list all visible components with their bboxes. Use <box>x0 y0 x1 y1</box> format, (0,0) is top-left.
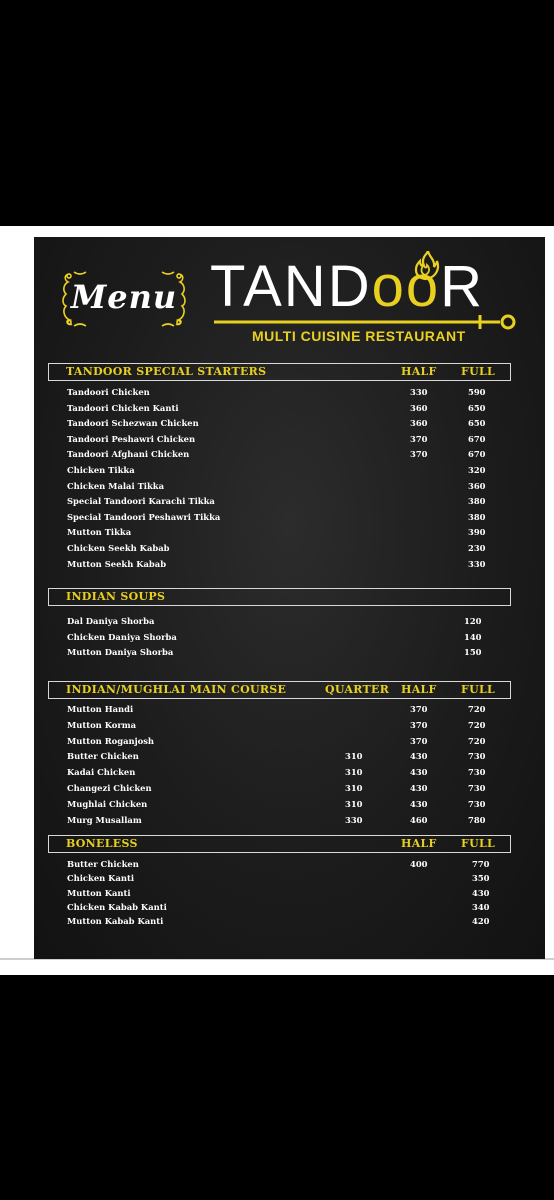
menu-item-row <box>67 525 507 539</box>
price-full: 770 <box>472 859 490 869</box>
price-price: 120 <box>464 616 482 626</box>
item-name: Chicken Seekh Kabab <box>67 543 170 553</box>
menu-item-row <box>67 813 507 827</box>
section-header-main-course <box>48 681 511 699</box>
item-name: Tandoori Peshawri Chicken <box>67 433 196 444</box>
price-full: 430 <box>472 887 490 898</box>
logo-header <box>34 237 545 352</box>
item-name: Changezi Chicken <box>67 783 152 793</box>
price-quarter: 310 <box>345 767 363 778</box>
price-full: 670 <box>468 433 486 444</box>
item-name: Mutton Tikka <box>67 527 132 538</box>
price-half: 360 <box>410 418 428 429</box>
item-name: Mutton Roganjosh <box>67 735 155 746</box>
item-name: Chicken Kabab Kanti <box>67 901 167 912</box>
menu-card <box>34 237 545 959</box>
price-full: 720 <box>468 704 486 714</box>
section-header-starters <box>48 363 511 381</box>
menu-item-row <box>67 797 507 811</box>
item-name: Tandoori Schezwan Chicken <box>67 418 199 429</box>
price-half: 460 <box>410 814 428 825</box>
item-name: Butter Chicken <box>67 859 139 869</box>
menu-item-row <box>67 900 507 914</box>
price-half: 370 <box>410 719 428 730</box>
price-full: 730 <box>468 767 486 778</box>
column-half-label: HALF <box>401 837 437 850</box>
section-title: BONELESS <box>66 837 138 850</box>
menu-item-row <box>67 401 507 415</box>
price-full: 230 <box>468 543 486 553</box>
price-half: 360 <box>410 402 428 413</box>
price-price: 150 <box>464 647 482 658</box>
price-quarter: 310 <box>345 798 363 809</box>
price-full: 730 <box>468 783 486 793</box>
menu-item-row <box>67 871 507 885</box>
item-name: Butter Chicken <box>67 751 139 762</box>
flame-icon <box>408 251 442 281</box>
column-full-label: FULL <box>461 837 496 850</box>
menu-item-row <box>67 614 507 628</box>
menu-item-row <box>67 718 507 732</box>
price-half: 370 <box>410 704 428 714</box>
price-half: 370 <box>410 449 428 460</box>
price-full: 720 <box>468 719 486 730</box>
price-half: 370 <box>410 735 428 746</box>
item-name: Chicken Malai Tikka <box>67 480 165 491</box>
menu-item-row <box>67 781 507 795</box>
item-name: Tandoori Chicken Kanti <box>67 402 179 413</box>
price-full: 730 <box>468 798 486 809</box>
price-full: 360 <box>468 480 486 491</box>
menu-item-row <box>67 645 507 659</box>
brand-oo: oo <box>371 254 441 319</box>
menu-item-row <box>67 630 507 644</box>
price-full: 650 <box>468 402 486 413</box>
item-name: Tandoori Afghani Chicken <box>67 449 190 460</box>
item-name: Mutton Kanti <box>67 887 131 898</box>
price-quarter: 330 <box>345 814 363 825</box>
column-half-label: HALF <box>401 365 437 378</box>
price-full: 350 <box>472 873 490 884</box>
price-half: 430 <box>410 751 428 762</box>
menu-item-row <box>67 510 507 524</box>
restaurant-subtitle: MULTI CUISINE RESTAURANT <box>252 328 466 344</box>
column-full-label: FULL <box>461 683 496 696</box>
price-full: 380 <box>468 511 486 522</box>
price-full: 670 <box>468 449 486 460</box>
price-half: 430 <box>410 798 428 809</box>
menu-item-row <box>67 765 507 779</box>
price-full: 720 <box>468 735 486 746</box>
price-full: 730 <box>468 751 486 762</box>
brand-prefix: TAND <box>210 254 372 319</box>
column-quarter-label: QUARTER <box>325 683 390 696</box>
brand-name <box>210 255 484 319</box>
price-half: 370 <box>410 433 428 444</box>
item-name: Mughlai Chicken <box>67 798 148 809</box>
item-name: Chicken Tikka <box>67 465 135 475</box>
brand-suffix: R <box>440 254 484 319</box>
price-full: 590 <box>468 387 486 397</box>
item-name: Murg Musallam <box>67 814 142 825</box>
menu-item-row <box>67 857 507 871</box>
menu-item-row <box>67 557 507 571</box>
section-title: INDIAN SOUPS <box>66 590 166 603</box>
item-name: Special Tandoori Peshawri Tikka <box>67 511 221 522</box>
item-name: Mutton Handi <box>67 704 134 714</box>
menu-item-row <box>67 385 507 399</box>
menu-item-row <box>67 463 507 477</box>
column-full-label: FULL <box>461 365 496 378</box>
price-half: 430 <box>410 767 428 778</box>
price-full: 340 <box>472 901 490 912</box>
menu-item-row <box>67 749 507 763</box>
item-name: Mutton Seekh Kabab <box>67 558 167 569</box>
price-quarter: 310 <box>345 783 363 793</box>
price-full: 780 <box>468 814 486 825</box>
item-name: Dal Daniya Shorba <box>67 616 155 626</box>
section-header-boneless <box>48 835 511 853</box>
price-quarter: 310 <box>345 751 363 762</box>
menu-item-row <box>67 479 507 493</box>
section-header-soups <box>48 588 511 606</box>
price-full: 390 <box>468 527 486 538</box>
price-full: 330 <box>468 558 486 569</box>
section-title: TANDOOR SPECIAL STARTERS <box>66 365 267 378</box>
price-half: 330 <box>410 387 428 397</box>
item-name: Chicken Daniya Shorba <box>67 631 177 642</box>
section-title: INDIAN/MUGHLAI MAIN COURSE <box>66 683 287 696</box>
menu-item-row <box>67 914 507 928</box>
menu-item-row <box>67 432 507 446</box>
menu-item-row <box>67 886 507 900</box>
menu-item-row <box>67 494 507 508</box>
menu-item-row <box>67 416 507 430</box>
price-full: 380 <box>468 496 486 507</box>
menu-label: Menu <box>70 278 178 316</box>
menu-item-row <box>67 734 507 748</box>
price-half: 430 <box>410 783 428 793</box>
item-name: Tandoori Chicken <box>67 387 150 397</box>
menu-item-row <box>67 447 507 461</box>
item-name: Special Tandoori Karachi Tikka <box>67 496 215 507</box>
price-full: 420 <box>472 916 490 927</box>
price-full: 320 <box>468 465 486 475</box>
item-name: Mutton Korma <box>67 719 137 730</box>
item-name: Mutton Daniya Shorba <box>67 647 174 658</box>
price-price: 140 <box>464 631 482 642</box>
item-name: Chicken Kanti <box>67 873 135 884</box>
menu-item-row <box>67 702 507 716</box>
item-name: Kadai Chicken <box>67 767 136 778</box>
menu-badge <box>60 270 188 328</box>
price-half: 400 <box>410 859 428 869</box>
column-half-label: HALF <box>401 683 437 696</box>
item-name: Mutton Kabab Kanti <box>67 916 164 927</box>
price-full: 650 <box>468 418 486 429</box>
menu-item-row <box>67 541 507 555</box>
